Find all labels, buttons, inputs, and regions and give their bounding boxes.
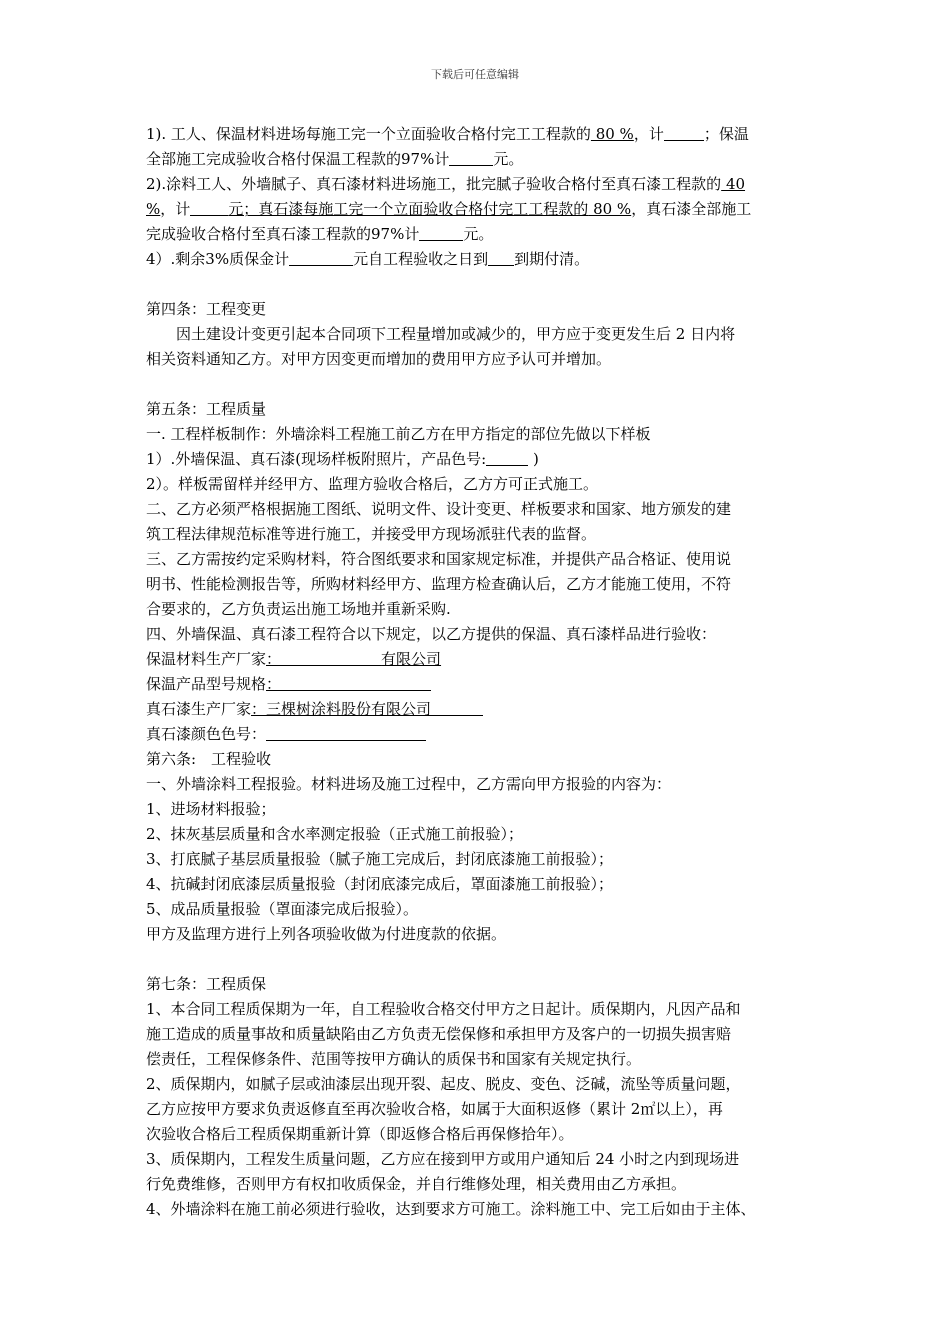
text-span: 元；真石漆每施工完一个立面验收合格付完工工程款的 bbox=[228, 200, 589, 218]
text-span: 保温材料生产厂家 bbox=[146, 650, 267, 668]
section-6-line: 一、外墙涂料工程报验。材料进场及施工过程中，乙方需向甲方报验的内容为： bbox=[146, 775, 672, 793]
manufacturer-blank bbox=[281, 650, 381, 666]
insulation-manufacturer-line bbox=[146, 647, 811, 672]
payment-clause-1-line-2 bbox=[146, 147, 811, 172]
insulation-spec-line bbox=[146, 672, 811, 697]
payment-clause-2-line-2 bbox=[146, 197, 811, 222]
section-6-line: 4、抗碱封闭底漆层质量报验（封闭底漆完成后，罩面漆施工前报验）； bbox=[146, 875, 614, 893]
section-5-line: 三、乙方需按约定采购材料，符合图纸要求和国家规定标准，并提供产品合格证、使用说 bbox=[146, 550, 732, 568]
percent-value: 80 % bbox=[588, 200, 632, 218]
text-span: 真石漆生产厂家 bbox=[146, 700, 252, 718]
section-7-line: 次验收合格后工程质保期重新计算（即返修合格后再保修拾年）。 bbox=[146, 1125, 574, 1143]
payment-clause-2-line-3 bbox=[146, 222, 811, 247]
text-span: ： bbox=[266, 650, 282, 668]
section-6-line: 5、成品质量报验（罩面漆完成后报验）。 bbox=[146, 900, 419, 918]
payment-clause-2-line-1 bbox=[146, 172, 811, 197]
section-7-line: 2、质保期内，如腻子层或油漆层出现开裂、起皮、脱皮、变色、泛碱，流坠等质量问题， bbox=[146, 1075, 741, 1093]
percent-value: 80 % bbox=[590, 125, 634, 143]
amount-blank bbox=[289, 250, 353, 266]
text-span: 1). 工人、保温材料进场每施工完一个立面验收合格付完工工程款的 bbox=[146, 125, 591, 143]
section-6-title: 第六条: 工程验收 bbox=[146, 750, 272, 768]
section-6-line: 1、进场材料报验； bbox=[146, 800, 276, 818]
text-span: 全部施工完成验收合格付保温工程款的97%计 bbox=[146, 150, 450, 168]
section-4-title: 第四条：工程变更 bbox=[146, 300, 267, 318]
text-span: 4）.剩余3%质保金计 bbox=[146, 250, 290, 268]
section-5-line: 一. 工程样板制作：外墙涂料工程施工前乙方在甲方指定的部位先做以下样板 bbox=[146, 425, 651, 443]
payment-clause-1-line-1 bbox=[146, 122, 811, 147]
spacer bbox=[146, 272, 811, 297]
percent-value: % bbox=[146, 200, 161, 218]
section-5-line: 筑工程法律规范标准等进行施工，并接受甲方现场派驻代表的监督。 bbox=[146, 525, 597, 543]
text-span: 2).涂料工人、外墙腻子、真石漆材料进场施工，批完腻子验收合格付至真石漆工程款的 bbox=[146, 175, 722, 193]
text-span: 有限公司 bbox=[381, 650, 442, 668]
text-span: ，真石漆全部施工 bbox=[631, 200, 752, 218]
spacer bbox=[146, 947, 811, 972]
text-span: ，计 bbox=[633, 125, 664, 143]
section-7-line: 乙方应按甲方要求负责返修直至再次验收合格，如属于大面积返修（累计 2㎡以上），再 bbox=[146, 1100, 723, 1118]
text-span: 元自工程验收之日到 bbox=[353, 250, 489, 268]
text-span: 元。 bbox=[493, 150, 524, 168]
text-span: 到期付清。 bbox=[514, 250, 590, 268]
stone-paint-manufacturer-line bbox=[146, 697, 811, 722]
percent-value: 40 bbox=[721, 175, 746, 193]
section-4-line: 因土建设计变更引起本合同项下工程量增加或减少的，甲方应于变更发生后 2 日内将 bbox=[176, 325, 736, 343]
text-span: 完成验收合格付至真石漆工程款的97%计 bbox=[146, 225, 420, 243]
section-5-line: 合要求的，乙方负责运出施工场地并重新采购. bbox=[146, 600, 451, 618]
payment-clause-3 bbox=[146, 247, 811, 272]
section-7-line: 4、外墙涂料在施工前必须进行验收，达到要求方可施工。涂料施工中、完工后如由于主体、 bbox=[146, 1200, 756, 1218]
text-span: ；保温 bbox=[703, 125, 749, 143]
section-7-line: 偿责任，工程保修条件、范围等按甲方确认的质保书和国家有关规定执行。 bbox=[146, 1050, 642, 1068]
section-5-line bbox=[146, 447, 811, 472]
section-5-line: 2）。样板需留样并经甲方、监理方验收合格后，乙方方可正式施工。 bbox=[146, 475, 599, 493]
amount-blank bbox=[449, 150, 493, 166]
section-5-line: 明书、性能检测报告等，所购材料经甲方、监理方检查确认后，乙方才能施工使用，不符 bbox=[146, 575, 732, 593]
color-blank bbox=[266, 725, 426, 741]
stone-paint-color-line bbox=[146, 722, 811, 747]
section-7-line: 行免费维修，否则甲方有权扣收质保金，并自行维修处理，相关费用由乙方承担。 bbox=[146, 1175, 687, 1193]
section-5-line: 二、乙方必须严格根据施工图纸、说明文件、设计变更、样板要求和国家、地方颁发的建 bbox=[146, 500, 732, 518]
section-5-title: 第五条：工程质量 bbox=[146, 400, 267, 418]
spacer bbox=[146, 372, 811, 397]
text-span: 元。 bbox=[463, 225, 494, 243]
text-span: ) bbox=[528, 450, 539, 468]
amount-blank bbox=[190, 200, 228, 216]
manufacturer-blank bbox=[431, 700, 483, 716]
section-6-line: 甲方及监理方进行上列各项验收做为付进度款的依据。 bbox=[146, 925, 507, 943]
section-6-line: 2、抹灰基层质量和含水率测定报验（正式施工前报验）； bbox=[146, 825, 524, 843]
section-7-line: 3、质保期内，工程发生质量问题，乙方应在接到甲方或用户通知后 24 小时之内到现场进 bbox=[146, 1150, 740, 1168]
text-span: ，计 bbox=[160, 200, 191, 218]
date-blank bbox=[488, 250, 514, 266]
page-header: 下载后可任意编辑 bbox=[431, 68, 519, 81]
amount-blank bbox=[664, 125, 704, 141]
text-span: 真石漆颜色色号： bbox=[146, 725, 267, 743]
text-span: 保温产品型号规格 bbox=[146, 675, 267, 693]
section-6-line: 3、打底腻子基层质量报验（腻子施工完成后，封闭底漆施工前报验）； bbox=[146, 850, 614, 868]
color-code-blank bbox=[486, 450, 528, 466]
section-5-line: 四、外墙保温、真石漆工程符合以下规定，以乙方提供的保温、真石漆样品进行验收： bbox=[146, 625, 717, 643]
amount-blank bbox=[419, 225, 463, 241]
section-7-title: 第七条：工程质保 bbox=[146, 975, 267, 993]
section-7-line: 1、本合同工程质保期为一年，自工程验收合格交付甲方之日起计。质保期内，凡因产品和 bbox=[146, 1000, 741, 1018]
section-4-line: 相关资料通知乙方。对甲方因变更而增加的费用甲方应予认可并增加。 bbox=[146, 350, 612, 368]
text-span: ：三棵树涂料股份有限公司 bbox=[251, 700, 432, 718]
section-7-line: 施工造成的质量事故和质量缺陷由乙方负责无偿保修和承担甲方及客户的一切损失损害赔 bbox=[146, 1025, 732, 1043]
document-body bbox=[146, 122, 811, 1222]
text-span: ： bbox=[266, 675, 282, 693]
text-span: 1）.外墙保温、真石漆(现场样板附照片，产品色号: bbox=[146, 450, 487, 468]
spec-blank bbox=[281, 675, 431, 691]
